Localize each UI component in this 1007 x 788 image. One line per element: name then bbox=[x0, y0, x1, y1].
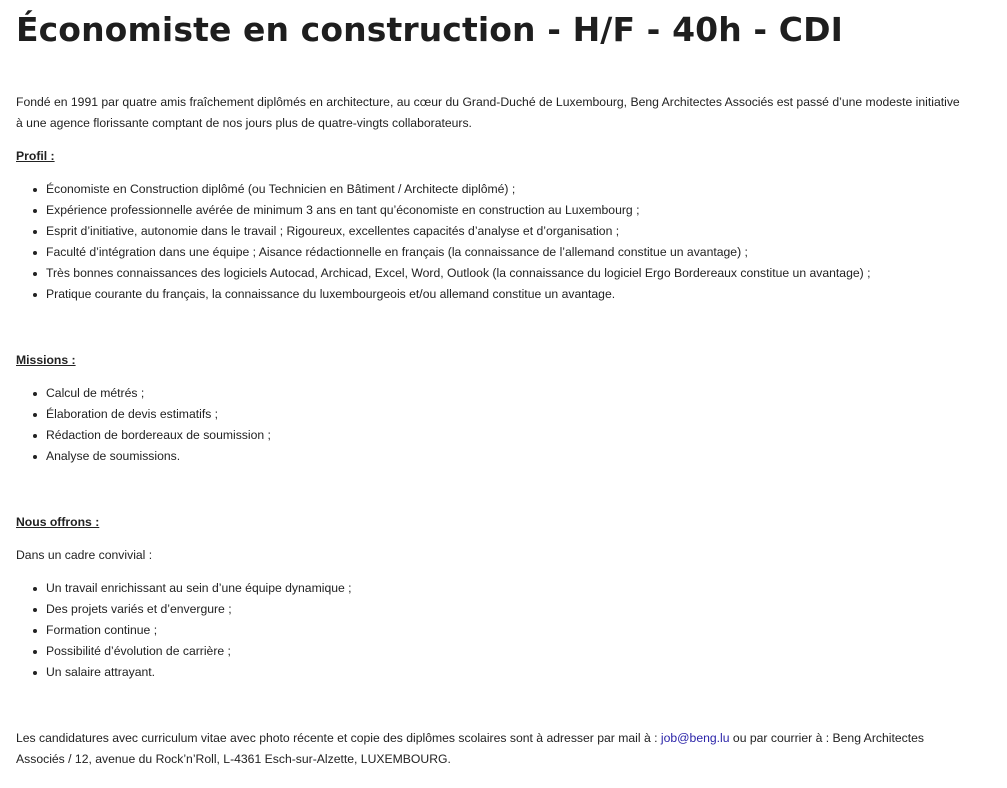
profil-heading: Profil : bbox=[16, 149, 55, 163]
missions-list bbox=[16, 383, 961, 467]
section-spacer bbox=[16, 305, 961, 350]
email-link[interactable]: job@beng.lu bbox=[660, 731, 730, 745]
list-item: Esprit d’initiative, autonomie dans le travail ; Rigoureux, excellentes capacités d’analyse et d’organisation ; bbox=[46, 221, 961, 242]
list-item: Expérience professionnelle avérée de minimum 3 ans en tant qu’économiste en construction au Luxembourg ; bbox=[46, 200, 961, 221]
missions-heading: Missions : bbox=[16, 353, 76, 367]
list-item: Possibilité d’évolution de carrière ; bbox=[46, 641, 961, 662]
list-item: Un salaire attrayant. bbox=[46, 662, 961, 683]
application-text-after: ou par courrier à : Beng Architectes Associés / 12, avenue du Rock’n’Roll, L-4361 Esch-sur-Alzette, LUXEMBOURG. bbox=[16, 731, 924, 766]
section-spacer bbox=[16, 683, 961, 728]
list-item: Faculté d’intégration dans une équipe ; Aisance rédactionnelle en français (la connaissance de l’allemand constitue un avantage) ; bbox=[46, 242, 961, 263]
section-spacer bbox=[16, 467, 961, 512]
list-item: Un travail enrichissant au sein d’une équipe dynamique ; bbox=[46, 578, 961, 599]
page-title: Économiste en construction - H/F - 40h - CDI bbox=[16, 10, 843, 49]
application-paragraph bbox=[16, 728, 961, 770]
application-text-before: Les candidatures avec curriculum vitae avec photo récente et copie des diplômes scolaires sont à adresser par mail à : bbox=[16, 731, 661, 745]
list-item: Formation continue ; bbox=[46, 620, 961, 641]
list-item: Pratique courante du français, la connaissance du luxembourgeois et/ou allemand constitue un avantage. bbox=[46, 284, 961, 305]
job-description bbox=[16, 92, 961, 770]
offrons-heading: Nous offrons : bbox=[16, 515, 100, 529]
list-item: Élaboration de devis estimatifs ; bbox=[46, 404, 961, 425]
list-item: Calcul de métrés ; bbox=[46, 383, 961, 404]
profil-list bbox=[16, 179, 961, 305]
list-item: Des projets variés et d’envergure ; bbox=[46, 599, 961, 620]
list-item: Économiste en Construction diplômé (ou Technicien en Bâtiment / Architecte diplômé) ; bbox=[46, 179, 961, 200]
offrons-subtitle: Dans un cadre convivial : bbox=[16, 548, 153, 562]
list-item: Rédaction de bordereaux de soumission ; bbox=[46, 425, 961, 446]
offrons-list bbox=[16, 578, 961, 683]
intro-paragraph: Fondé en 1991 par quatre amis fraîchement diplômés en architecture, au cœur du Grand-Duché de Luxembourg, Beng Architectes Associés est passé d’une modeste initiative à une agence florissante comptant de nos jours plus de quatre-vingts collaborateurs. bbox=[16, 95, 960, 130]
list-item: Analyse de soumissions. bbox=[46, 446, 961, 467]
list-item: Très bonnes connaissances des logiciels Autocad, Archicad, Excel, Word, Outlook (la connaissance du logiciel Ergo Bordereaux constitue un avantage) ; bbox=[46, 263, 961, 284]
